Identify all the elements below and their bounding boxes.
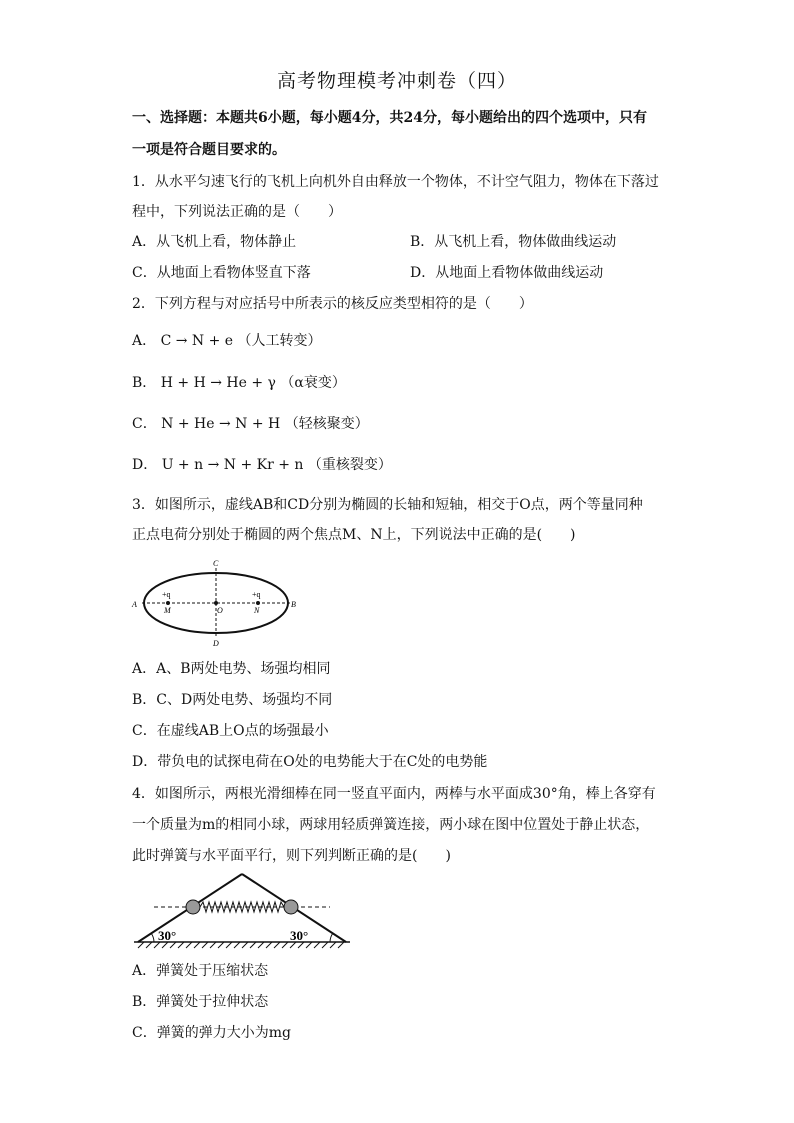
left-ball [186, 900, 200, 914]
q1-option-a: A．从飞机上看，物体静止 [132, 234, 297, 250]
q3-option-d: D．带负电的试探电荷在O处的电势能大于在C处的电势能 [132, 754, 488, 770]
charge-m-dot [166, 601, 170, 605]
q3-option-a: A．A、B两处电势、场强均相同 [132, 661, 331, 677]
q3-option-b: B．C、D两处电势、场强均不同 [132, 692, 333, 708]
right-angle-label: 30° [290, 928, 309, 943]
q2-option-d-note: （重核裂变） [307, 457, 392, 473]
q1-stem-line2: 程中，下列说法正确的是（ ） [132, 204, 342, 220]
label-n: N [254, 606, 260, 615]
q2-option-c-note: （轻核聚变） [284, 416, 369, 432]
q4-option-c: C．弹簧的弹力大小为mg [132, 1025, 291, 1041]
section-heading-line2: 一项是符合题目要求的。 [132, 142, 286, 158]
q4-spring-figure [130, 870, 354, 952]
center-o-dot [214, 601, 218, 605]
q2-option-d-prefix: D． [132, 457, 158, 473]
page-title: 高考物理模考冲刺卷（四） [276, 70, 517, 92]
q3-ellipse-figure [128, 556, 308, 646]
q3-stem-line1: 3．如图所示，虚线AB和CD分别为椭圆的长轴和短轴，相交于O点，两个等量同种 [132, 497, 643, 513]
q2-option-a-note: （人工转变） [237, 333, 322, 349]
q2-option-a-prefix: A． [132, 333, 157, 349]
q2-option-c-prefix: C． [132, 416, 157, 432]
q2-option-a [132, 331, 322, 351]
q2-option-b-note: （α衰变） [280, 375, 346, 391]
label-o: O [217, 606, 223, 615]
q1-stem-line1: 1．从水平匀速飞行的飞机上向机外自由释放一个物体，不计空气阻力，物体在下落过 [132, 174, 659, 190]
q3-option-c: C．在虚线AB上O点的场强最小 [132, 723, 329, 739]
label-c: C [213, 559, 219, 568]
q2-option-b-prefix: B． [132, 375, 157, 391]
q1-option-d: D．从地面上看物体做曲线运动 [410, 265, 604, 281]
q1-option-b: B．从飞机上看，物体做曲线运动 [410, 234, 617, 250]
label-m: M [164, 606, 171, 615]
charge-n-dot [256, 601, 260, 605]
q2-option-b-equation: H + H → He + γ [160, 375, 276, 391]
q2-option-c [132, 414, 369, 434]
left-angle-arc [151, 933, 154, 942]
section-heading-line1: 一、选择题：本题共6小题，每小题4分，共24分，每小题给出的四个选项中，只有 [132, 110, 647, 126]
left-angle-label: 30° [158, 928, 177, 943]
right-ball [284, 900, 298, 914]
q4-option-b: B．弹簧处于拉伸状态 [132, 994, 269, 1010]
q4-stem-line2: 一个质量为m的相同小球，两球用轻质弹簧连接，两小球在图中位置处于静止状态， [132, 817, 650, 833]
q2-option-b [132, 373, 346, 393]
label-charge-n: +q [252, 590, 261, 599]
q2-option-d [132, 455, 392, 475]
label-d: D [213, 639, 219, 646]
label-charge-m: +q [162, 590, 171, 599]
q3-stem-line2: 正点电荷分别处于椭圆的两个焦点M、N上，下列说法中正确的是( ) [132, 527, 576, 543]
q2-option-a-equation: C → N + e [160, 333, 234, 349]
q2-option-c-equation: N + He → N + H [161, 416, 281, 432]
q4-stem-line3: 此时弹簧与水平面平行，则下列判断正确的是( ) [132, 848, 451, 864]
label-a: A [132, 600, 137, 609]
q4-stem-line1: 4．如图所示，两根光滑细棒在同一竖直平面内，两棒与水平面成30°角，棒上各穿有 [132, 786, 656, 802]
right-angle-arc [330, 933, 333, 942]
label-b: B [291, 600, 296, 609]
q2-stem: 2．下列方程与对应括号中所表示的核反应类型相符的是（ ） [132, 296, 533, 312]
q1-option-c: C．从地面上看物体竖直下落 [132, 265, 311, 281]
q4-option-a: A．弹簧处于压缩状态 [132, 963, 269, 979]
q2-option-d-equation: U + n → N + Kr + n [161, 457, 304, 473]
